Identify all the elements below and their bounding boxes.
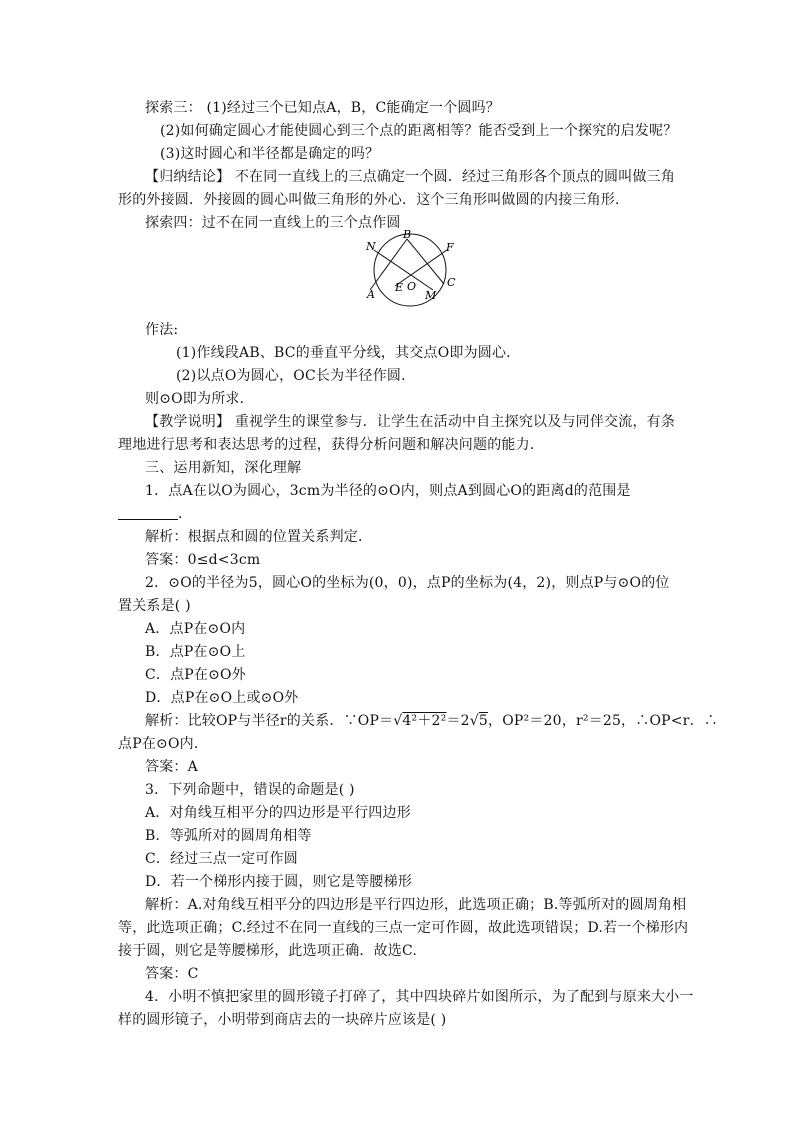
text-line: 样的圆形镜子，小明带到商店去的一块碎片应该是( )	[118, 1012, 447, 1028]
section-heading: 三、运用新知，深化理解	[145, 460, 302, 476]
text-line: 置关系是( )	[118, 598, 191, 614]
text-line: 【教学说明】 重视学生的课堂参与．让学生在活动中自主探究以及与同伴交流，有条	[145, 414, 676, 430]
option-c: C．经过三点一定可作圆	[145, 851, 298, 867]
text-line: (1)作线段AB、BC的垂直平分线，其交点O即为圆心．	[176, 345, 521, 361]
label-e: E	[395, 281, 404, 294]
text-line: 则⊙O即为所求．	[145, 391, 254, 407]
text-line: (2)以点O为圆心，OC长为半径作圆．	[176, 368, 416, 384]
option-d: D．若一个梯形内接于圆，则它是等腰梯形	[145, 874, 413, 890]
sqrt-expression: √4²＋2²	[393, 713, 447, 729]
text-line: 接于圆，则它是等腰梯形，此选项正确．故选C.	[118, 943, 418, 959]
question-2: 2．⊙O的半径为5，圆心O的坐标为(0，0)，点P的坐标为(4，2)，则点P与⊙O的位	[145, 575, 670, 591]
text-line: 作法:	[145, 322, 179, 338]
text-line: 答案：0≤d<3cm	[145, 552, 261, 568]
text-line: 答案：C	[145, 966, 199, 982]
segment-bc	[407, 239, 444, 284]
option-b: B．点P在⊙O上	[145, 644, 246, 660]
option-c: C．点P在⊙O外	[145, 667, 246, 683]
text-line: (3)这时圆心和半径都是确定的吗？	[160, 146, 380, 162]
option-a: A．对角线互相平分的四边形是平行四边形	[145, 805, 411, 821]
answer-blank-line: ．	[118, 504, 192, 524]
label-n: N	[366, 240, 376, 253]
text-line: (2)如何确定圆心才能使圆心到三个点的距离相等？能否受到上一个探究的启发呢？	[160, 123, 678, 139]
label-c: C	[447, 276, 456, 289]
circle-construction-figure	[355, 228, 465, 308]
text-line: 探索四：过不在同一直线上的三个点作圆	[145, 215, 401, 231]
label-m: M	[425, 289, 437, 302]
label-a: A	[367, 288, 375, 301]
text-line: 理地进行思考和表达思考的过程，获得分析问题和解决问题的能力．	[118, 437, 544, 453]
question-3: 3．下列命题中，错误的命题是( )	[145, 782, 355, 798]
question-4: 4．小明不慎把家里的圆形镜子打碎了，其中四块碎片如图所示，为了配到与原来大小一	[145, 989, 694, 1005]
option-a: A．点P在⊙O内	[145, 621, 246, 637]
text-line: 【归纳结论】 不在同一直线上的三点确定一个圆．经过三角形各个顶点的圆叫做三角	[145, 169, 676, 185]
label-o: O	[407, 280, 417, 293]
text-line: 点P在⊙O内．	[118, 736, 209, 752]
text-line: 解析：根据点和圆的位置关系判定．	[145, 529, 373, 545]
sqrt5-expression: √5	[469, 713, 489, 729]
option-d: D．点P在⊙O上或⊙O外	[145, 690, 299, 706]
text-line: 探索三： (1)经过三个已知点A，B，C能确定一个圆吗？	[145, 100, 500, 116]
text-line: 解析：A.对角线互相平分的四边形是平行四边形，此选项正确；B.等弧所对的圆周角相	[145, 897, 687, 913]
perpendicular-bisector-ab	[374, 250, 433, 290]
label-f: F	[446, 241, 454, 254]
option-b: B．等弧所对的圆周角相等	[145, 828, 312, 844]
text-line: 等，此选项正确；C.经过不在同一直线的三点一定可作圆，故此选项错误；D.若一个梯形内	[118, 920, 689, 936]
text-line: 答案：A	[145, 759, 198, 775]
answer-blank	[118, 505, 178, 520]
analysis-line-math: 解析：比较OP与半径r的关系．∵OP＝√4²＋2²＝2√5，OP²＝20，r²＝25，∴OP<r．∴	[145, 713, 718, 729]
question-1: 1．点A在以O为圆心，3cm为半径的⊙O内，则点A到圆心O的距离d的范围是	[145, 483, 631, 499]
label-b: B	[403, 228, 412, 241]
text-line: 形的外接圆．外接圆的圆心叫做三角形的外心．这个三角形叫做圆的内接三角形．	[118, 192, 630, 208]
